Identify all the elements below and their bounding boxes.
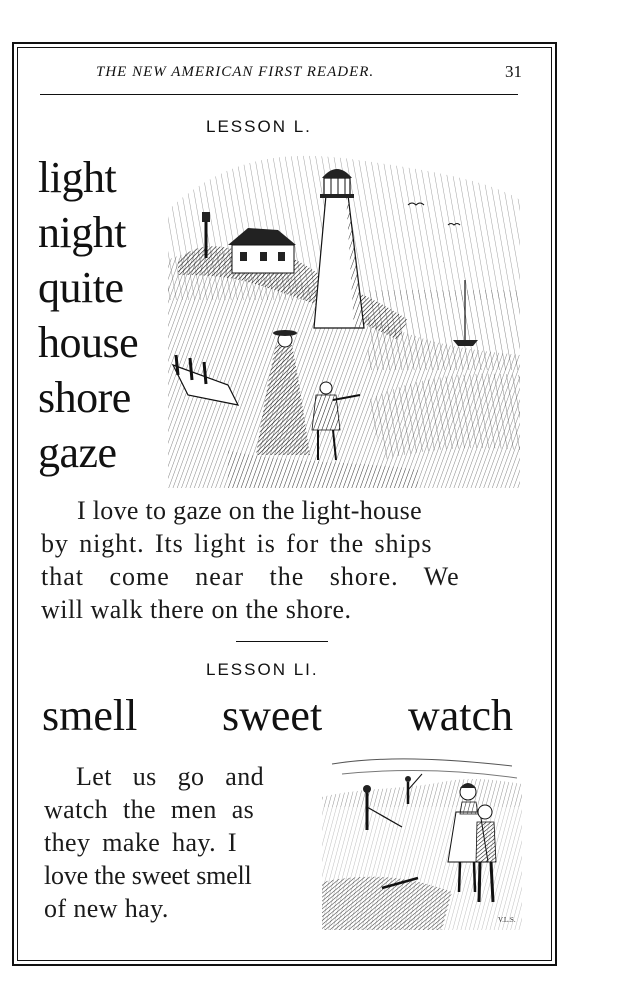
paragraph-line: watch the men as: [44, 795, 255, 824]
paragraph-line: by night. Its light is for the ships: [41, 529, 433, 558]
engraver-mark: V.L.S.: [498, 916, 516, 924]
vocab-word: sweet: [222, 691, 323, 740]
vocab-word: night: [38, 208, 126, 257]
paragraph-line: I love to gaze on the light-house: [77, 496, 422, 525]
lighthouse-illustration: [168, 150, 520, 488]
lesson-50-heading: LESSON L.: [206, 117, 312, 136]
vocab-word: watch: [408, 691, 514, 740]
paragraph-line: will walk there on the shore.: [41, 595, 352, 624]
vocab-word: shore: [38, 373, 131, 422]
header-rule: [40, 94, 518, 95]
paragraph-line: love the sweet smell: [44, 861, 252, 890]
lesson-50-word-list: [38, 150, 168, 480]
paragraph-line: they make hay. I: [44, 828, 237, 857]
lesson-50-paragraph: [41, 494, 460, 626]
lesson-51-heading: LESSON LI.: [206, 660, 319, 679]
vocab-word: gaze: [38, 428, 117, 477]
lesson-51-paragraph: [44, 760, 264, 925]
paragraph-line: that come near the shore. We: [41, 562, 460, 591]
paragraph-line: of new hay.: [44, 894, 169, 923]
vocab-word: quite: [38, 263, 124, 312]
page-number: 31: [505, 62, 522, 81]
vocab-word: smell: [42, 691, 138, 740]
running-title: THE NEW AMERICAN FIRST READER.: [96, 64, 375, 80]
vocab-word: light: [38, 153, 117, 202]
vocab-word: house: [38, 318, 139, 367]
haymaking-illustration: [322, 752, 522, 930]
lesson-divider: [236, 641, 328, 642]
running-head: [40, 62, 530, 86]
paragraph-line: Let us go and: [76, 762, 265, 791]
